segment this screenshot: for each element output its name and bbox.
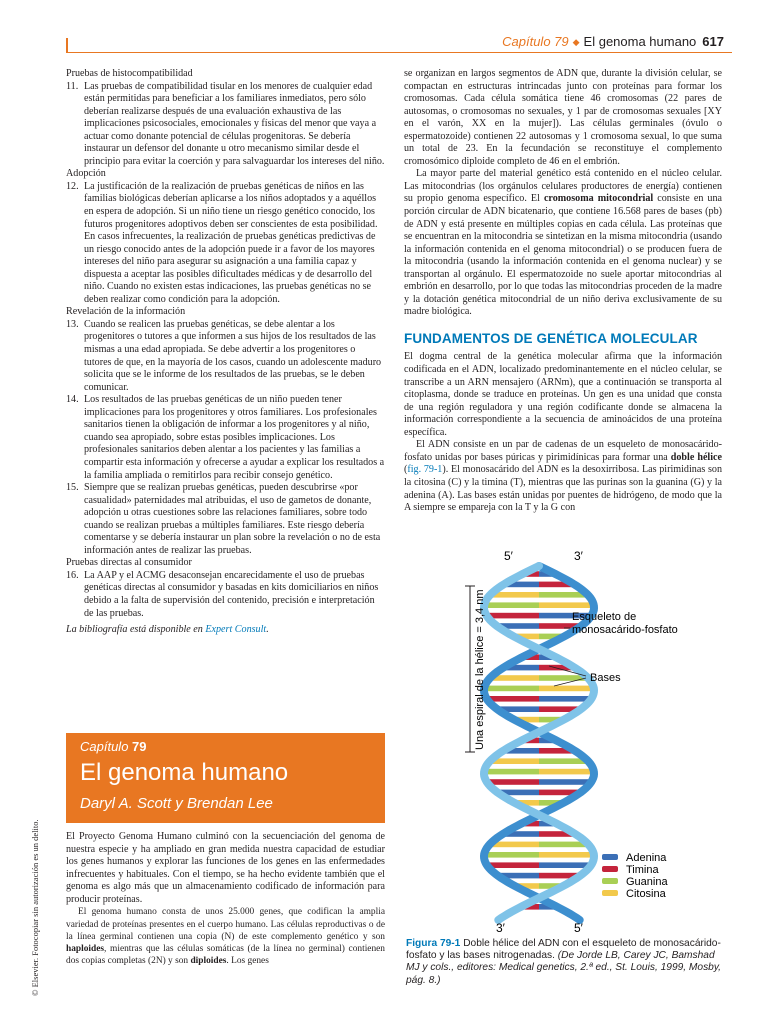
base-pair-half bbox=[484, 602, 539, 608]
item-number: 16. bbox=[66, 569, 79, 581]
item-text: Siempre que se realizan pruebas genéticas, pueden descubrirse «por casualidad» paternidades mal atribuidas, el uso de gametos de donante, adopción u otras cuestiones sobre las relaciones familiares, sobre todo cuando se realizan pruebas a múltiples familiares. Este riesgo debería comentarse y se debería instaurar un plan sobre la revelación o no de esta información antes de realizar las pruebas. bbox=[84, 482, 381, 556]
chapter-number: 79 bbox=[132, 739, 147, 754]
running-header bbox=[502, 34, 724, 49]
page-number: 617 bbox=[702, 34, 724, 49]
backbone-label-line2: monosacárido-fosfato bbox=[572, 624, 678, 636]
item-number: 15. bbox=[66, 482, 79, 494]
legend-label: Guanina bbox=[626, 876, 668, 888]
list-item bbox=[66, 570, 385, 620]
figure-label: Figura 79-1 bbox=[406, 938, 461, 949]
item-number: 12. bbox=[66, 180, 79, 192]
chapter-authors: Daryl A. Scott y Brendan Lee bbox=[80, 795, 273, 812]
text-run: El genoma humano consta de unos 25.000 genes, que codifican la amplia variedad de proteínas presentes en el cuerpo humano. Las células reproductivas o de la línea germinal contienen una copia (N) de este complemento genético y son bbox=[66, 907, 385, 942]
base-pair-half bbox=[487, 779, 539, 785]
body-paragraph: El dogma central de la genética molecular afirma que la información codificada en el ADN, localizado predominantemente en el núcleo celular, se transcribe a un ARN mensajero (ARNm), que a continuación se transporta al citoplasma, donde se traduce en proteínas. Un gen es una unidad que consta de una región reguladora y una región codificante donde se almacena la información correspondiente a la secuencia de aminoácidos de una proteína específica. bbox=[404, 351, 722, 438]
header-title: El genoma humano bbox=[583, 34, 697, 49]
expert-consult-link[interactable]: Expert Consult bbox=[205, 624, 267, 636]
bold-term: cromosoma mitocondrial bbox=[543, 193, 654, 205]
legend-swatch bbox=[602, 878, 618, 884]
text-run: , mientras que las células somáticas (de la línea no germinal) contienen dos copias completas (2N) y son bbox=[66, 944, 385, 967]
figure-reference-link[interactable]: fig. 79-1 bbox=[407, 464, 443, 476]
backbone-label-line1: Esqueleto de bbox=[572, 611, 637, 623]
chapter-title-box bbox=[66, 733, 385, 823]
text-run: . Los genes bbox=[226, 956, 269, 967]
legend-label: Timina bbox=[626, 864, 659, 876]
section-heading: Adopción bbox=[66, 168, 106, 180]
intro-paragraph bbox=[66, 906, 385, 967]
bottom-right-label: 5′ bbox=[574, 921, 583, 935]
bibliography-end: . bbox=[266, 624, 269, 636]
list-item bbox=[66, 81, 385, 169]
list-item bbox=[66, 482, 385, 557]
base-pair-half bbox=[484, 769, 539, 775]
base-pair-half bbox=[539, 602, 594, 608]
base-pair-half bbox=[539, 696, 591, 702]
body-paragraph bbox=[404, 439, 722, 514]
bold-term: diploides bbox=[190, 956, 227, 967]
base-pair-half bbox=[484, 686, 539, 692]
header-chapter: Capítulo 79 bbox=[502, 34, 569, 49]
right-column bbox=[404, 68, 722, 515]
text-run: ( bbox=[404, 464, 408, 476]
base-pair-half bbox=[539, 769, 594, 775]
header-rule bbox=[66, 52, 732, 53]
item-text: Las pruebas de compatibilidad tisular en los menores de cualquier edad están permitidas para beneficiar a los familiares inmediatos, pero sólo deberían realizarse después de una evaluación exhaustiva de las implicaciones psicosociales, emocionales y físicas del menor que vaya a actuar como donante potencial de células progenitoras. Se debería instaurar un defensor del donante u otro mecanismo similar desde el principio para evitar la coerción y para salvaguardar los intereses del niño. bbox=[84, 80, 385, 167]
caption-text: Doble hélice del ADN con el esqueleto de monosacárido-fosfato y las bases nitrogenadas. bbox=[406, 938, 721, 962]
body-paragraph bbox=[404, 168, 722, 319]
list-item bbox=[66, 181, 385, 306]
base-pair-half bbox=[539, 862, 591, 868]
legend-label: Citosina bbox=[626, 888, 666, 900]
base-pair-half bbox=[539, 779, 591, 785]
text-run: ). El monosacárido del ADN es la desoxirribosa. Las pirimidinas son la citosina (C) y la timina (T), mientras que las purinas son la guanina (G) y la adenina (A). Las bases están unidas por puentes de hidrógeno, de modo que la A siempre se empareja con la T y la G con bbox=[404, 464, 722, 514]
chapter-intro bbox=[66, 831, 385, 968]
copyright-side-note: © Elsevier. Fotocopiar sin autorización es un delito. bbox=[30, 819, 40, 996]
base-pair-half bbox=[487, 613, 539, 619]
legend-swatch bbox=[602, 890, 618, 896]
legend-item-adenina bbox=[602, 852, 667, 864]
bold-term: doble hélice bbox=[670, 451, 723, 463]
chapter-label bbox=[80, 739, 147, 754]
legend-label: Adenina bbox=[626, 852, 667, 864]
legend-item-timina bbox=[602, 864, 659, 876]
top-right-label: 3′ bbox=[574, 549, 583, 563]
text-run: La mayor parte del material genético está contenido en el núcleo celular. Las mitocondrias (los orgánulos celulares productores de energía) contienen su propio genoma específico. El bbox=[404, 168, 722, 205]
text-run: consiste en una porción circular de ADN bicatenario, que contiene 16.568 pares de bases (pb) de ADN y está presente en múltiples copias en cada célula. Las proteínas que se encuentran en la mitocondria se sintetizan en la misma mitocondria (usando la información contenida en el genoma mitocondrial) o se producen fuera de la mitocondria (usando la información contenida en el genoma nuclear) y se transportan al orgánulo. El espermatozoide no suele aportar mitocondrias al embrión en desarrollo, por lo que todas las mitocondrias proceden de la madre y la dotación genética mitocondrial de un niño deriva exclusivamente de su madre biológica. bbox=[404, 193, 722, 318]
item-number: 11. bbox=[66, 80, 79, 92]
helix-turn-label: Una espiral de la hélice = 3,4 nm bbox=[474, 589, 486, 750]
legend-item-citosina bbox=[602, 888, 667, 900]
list-item bbox=[66, 319, 385, 394]
item-text: La AAP y el ACMG desaconsejan encarecidamente el uso de pruebas genéticas directas al consumidor y basadas en kits domiciliarios en niños debido a la falta de supervisión del contenido, precisión e interpretación de las pruebas. bbox=[84, 569, 379, 619]
section-heading: Pruebas directas al consumidor bbox=[66, 557, 192, 569]
legend-swatch bbox=[602, 866, 618, 872]
item-number: 13. bbox=[66, 318, 79, 330]
diamond-icon: ◆ bbox=[572, 37, 580, 47]
header-accent-tick bbox=[66, 38, 68, 53]
text-run: El ADN consiste en un par de cadenas de un esqueleto de monosacárido-fosfato unidas por bases púricas y pirimidínicas para formar una bbox=[404, 439, 722, 463]
item-number: 14. bbox=[66, 394, 79, 406]
base-legend bbox=[602, 852, 668, 900]
base-pair-half bbox=[484, 852, 539, 858]
bibliography-note bbox=[66, 624, 385, 637]
section-heading-molecular-genetics: FUNDAMENTOS DE GENÉTICA MOLECULAR bbox=[404, 330, 698, 346]
item-text: Cuando se realicen las pruebas genéticas, se debe alentar a los progenitores o tutores a que informen a sus hijos de los resultados de las mismas a una edad apropiada. Se debe advertir a los progenitores o tutores de que, en la mayoría de los casos, cuando un adolescente maduro solicita que se le informe de los resultados de las pruebas, se le deben comunicar. bbox=[84, 318, 382, 393]
chapter-title: El genoma humano bbox=[80, 759, 289, 786]
dna-helix-diagram bbox=[404, 548, 722, 940]
item-text: La justificación de la realización de pruebas genéticas de niños en las familias biológicas deberían aplicarse a los niños adoptados y a aquéllos en espera de adopción. Si un niño tiene un riesgo genético conocido, los futuros progenitores adoptivos deben ser conscientes de esta posibilidad. En casos infrecuentes, la realización de pruebas genéticas predictivas de un riesgo conocido antes de la adopción puede ir a favor de los mayores intereses del niño para asegurar su asignación a una familia capaz y dispuesta a aceptar las posibles dificultades médicas y de desarrollo del niño. Cuando no existen estas indicaciones, las pruebas genéticas no se deben realizar como condición para la adopción. bbox=[84, 180, 378, 305]
legend-swatch bbox=[602, 854, 618, 860]
legend-item-guanina bbox=[602, 876, 668, 888]
base-pair-half bbox=[539, 686, 594, 692]
base-pair-half bbox=[487, 696, 539, 702]
base-pair-half bbox=[539, 852, 594, 858]
figure-caption bbox=[406, 938, 724, 987]
bases-label: Bases bbox=[590, 672, 621, 684]
intro-paragraph: El Proyecto Genoma Humano culminó con la secuenciación del genoma de nuestra especie y ha ampliado en gran medida nuestra capacidad de estudiar los genes humanos y explorar las funciones de los genes en las enfermedades infrecuentes y habituales. Con el tiempo, se ha hecho evidente también que el genoma es algo más que un almacenamiento codificado de información para producir proteínas. bbox=[66, 831, 385, 905]
caption-source: (De Jorde LB, Carey JC, Bamshad MJ y cols., editores: Medical genetics, 2.ª ed., St. Louis, 1999, Mosby, pág. 8.) bbox=[406, 950, 722, 986]
chapter-label-word: Capítulo bbox=[80, 739, 129, 754]
top-left-label: 5′ bbox=[504, 549, 513, 563]
body-paragraph: se organizan en largos segmentos de ADN que, durante la división celular, se compactan en estructuras intrincadas junto con proteínas para formar los cromosomas. Cada célula somática tiene 46 cromosomas (22 pares de autosomas, o cromosomas no sexuales, y 1 par de cromosomas sexuales [XY en el varón, XX en la mujer]). Las células germinales (óvulo o espermatozoide) contienen 22 autosomas y 1 cromosoma sexual, lo que suma un total de 23. En la fecundación se reconstituye el complemento cromosómico diploide completo de 46 en el embrión. bbox=[404, 68, 722, 167]
bibliography-text: La bibliografía está disponible en bbox=[66, 624, 206, 636]
bold-term: haploides bbox=[66, 944, 105, 955]
dna-helix-figure bbox=[404, 548, 722, 940]
base-pair-half bbox=[487, 862, 539, 868]
list-item bbox=[66, 394, 385, 482]
section-heading: Pruebas de histocompatibilidad bbox=[66, 68, 193, 79]
section-heading: Revelación de la información bbox=[66, 306, 186, 318]
left-column bbox=[66, 68, 385, 637]
item-text: Los resultados de las pruebas genéticas de un niño pueden tener implicaciones para los progenitores y otros familiares. Los profesionales sanitarios tienen la obligación de informar a los progenitores y al niño, cuando sea apropiado, sobre estas posibles implicaciones. Los profesionales sanitarios deben alentar a los pacientes y las familias a compartir esta información y ofrecerse a ayudar a explicar los resultados a la familia ampliada o remitirlos para recibir consejo genético. bbox=[84, 394, 385, 481]
bottom-left-label: 3′ bbox=[496, 921, 505, 935]
